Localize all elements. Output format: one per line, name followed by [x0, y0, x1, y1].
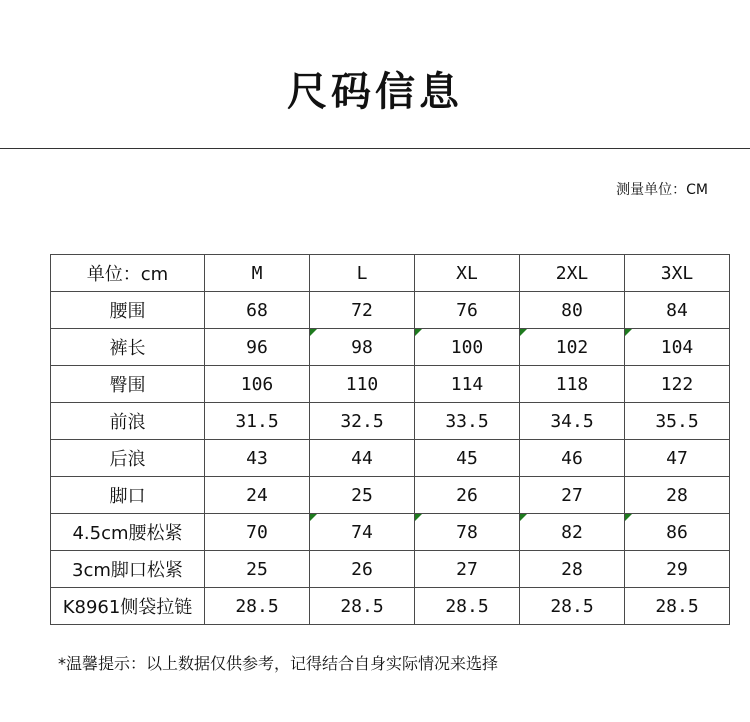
header-unit-cell: 单位：cm	[51, 255, 205, 292]
table-cell: 26	[415, 477, 520, 514]
table-cell: 25	[205, 551, 310, 588]
table-cell: 28.5	[310, 588, 415, 625]
page-title: 尺码信息	[287, 69, 463, 115]
measurement-unit-note: 测量单位：CM	[616, 182, 708, 198]
table-cell: 32.5	[310, 403, 415, 440]
table-cell: 118	[520, 366, 625, 403]
header-size-2xl: 2XL	[520, 255, 625, 292]
table-cell: 28.5	[205, 588, 310, 625]
table-row	[51, 477, 730, 514]
table-cell: 28	[520, 551, 625, 588]
table-cell: 28.5	[415, 588, 520, 625]
table-cell: 106	[205, 366, 310, 403]
table-cell: 33.5	[415, 403, 520, 440]
table-cell: 98	[310, 329, 415, 366]
row-label: 臀围	[51, 366, 205, 403]
table-row	[51, 403, 730, 440]
table-cell: 24	[205, 477, 310, 514]
header-size-3xl: 3XL	[625, 255, 730, 292]
table-cell: 43	[205, 440, 310, 477]
table-cell: 86	[625, 514, 730, 551]
table-cell: 46	[520, 440, 625, 477]
table-cell: 27	[520, 477, 625, 514]
header-size-m: M	[205, 255, 310, 292]
table-cell: 104	[625, 329, 730, 366]
row-label: 裤长	[51, 329, 205, 366]
table-cell: 34.5	[520, 403, 625, 440]
table-cell: 47	[625, 440, 730, 477]
table-row	[51, 588, 730, 625]
row-label: 脚口	[51, 477, 205, 514]
table-cell: 70	[205, 514, 310, 551]
size-chart-table	[50, 254, 730, 625]
table-cell: 72	[310, 292, 415, 329]
table-row	[51, 514, 730, 551]
table-cell: 96	[205, 329, 310, 366]
row-label: 前浪	[51, 403, 205, 440]
header-size-xl: XL	[415, 255, 520, 292]
table-cell: 26	[310, 551, 415, 588]
table-cell: 102	[520, 329, 625, 366]
table-cell: 27	[415, 551, 520, 588]
table-cell: 28	[625, 477, 730, 514]
table-cell: 114	[415, 366, 520, 403]
table-row	[51, 440, 730, 477]
header-row	[51, 255, 730, 292]
table-cell: 45	[415, 440, 520, 477]
table-row	[51, 551, 730, 588]
table-cell: 82	[520, 514, 625, 551]
row-label: 4.5cm腰松紧	[51, 514, 205, 551]
table-row	[51, 366, 730, 403]
header-size-l: L	[310, 255, 415, 292]
table-cell: 84	[625, 292, 730, 329]
table-cell: 25	[310, 477, 415, 514]
table-cell: 31.5	[205, 403, 310, 440]
title-divider	[0, 148, 750, 149]
table-cell: 68	[205, 292, 310, 329]
table-cell: 28.5	[625, 588, 730, 625]
table-cell: 28.5	[520, 588, 625, 625]
table-row	[51, 329, 730, 366]
table-cell: 100	[415, 329, 520, 366]
row-label: 腰围	[51, 292, 205, 329]
footnote-tip: *温馨提示：以上数据仅供参考，记得结合自身实际情况来选择	[58, 654, 499, 673]
table-row	[51, 292, 730, 329]
table-cell: 78	[415, 514, 520, 551]
table-cell: 29	[625, 551, 730, 588]
table-cell: 76	[415, 292, 520, 329]
row-label: 3cm脚口松紧	[51, 551, 205, 588]
table-cell: 74	[310, 514, 415, 551]
table-cell: 122	[625, 366, 730, 403]
row-label: 后浪	[51, 440, 205, 477]
row-label: K8961侧袋拉链	[51, 588, 205, 625]
table-cell: 110	[310, 366, 415, 403]
table-cell: 80	[520, 292, 625, 329]
table-cell: 35.5	[625, 403, 730, 440]
table-cell: 44	[310, 440, 415, 477]
